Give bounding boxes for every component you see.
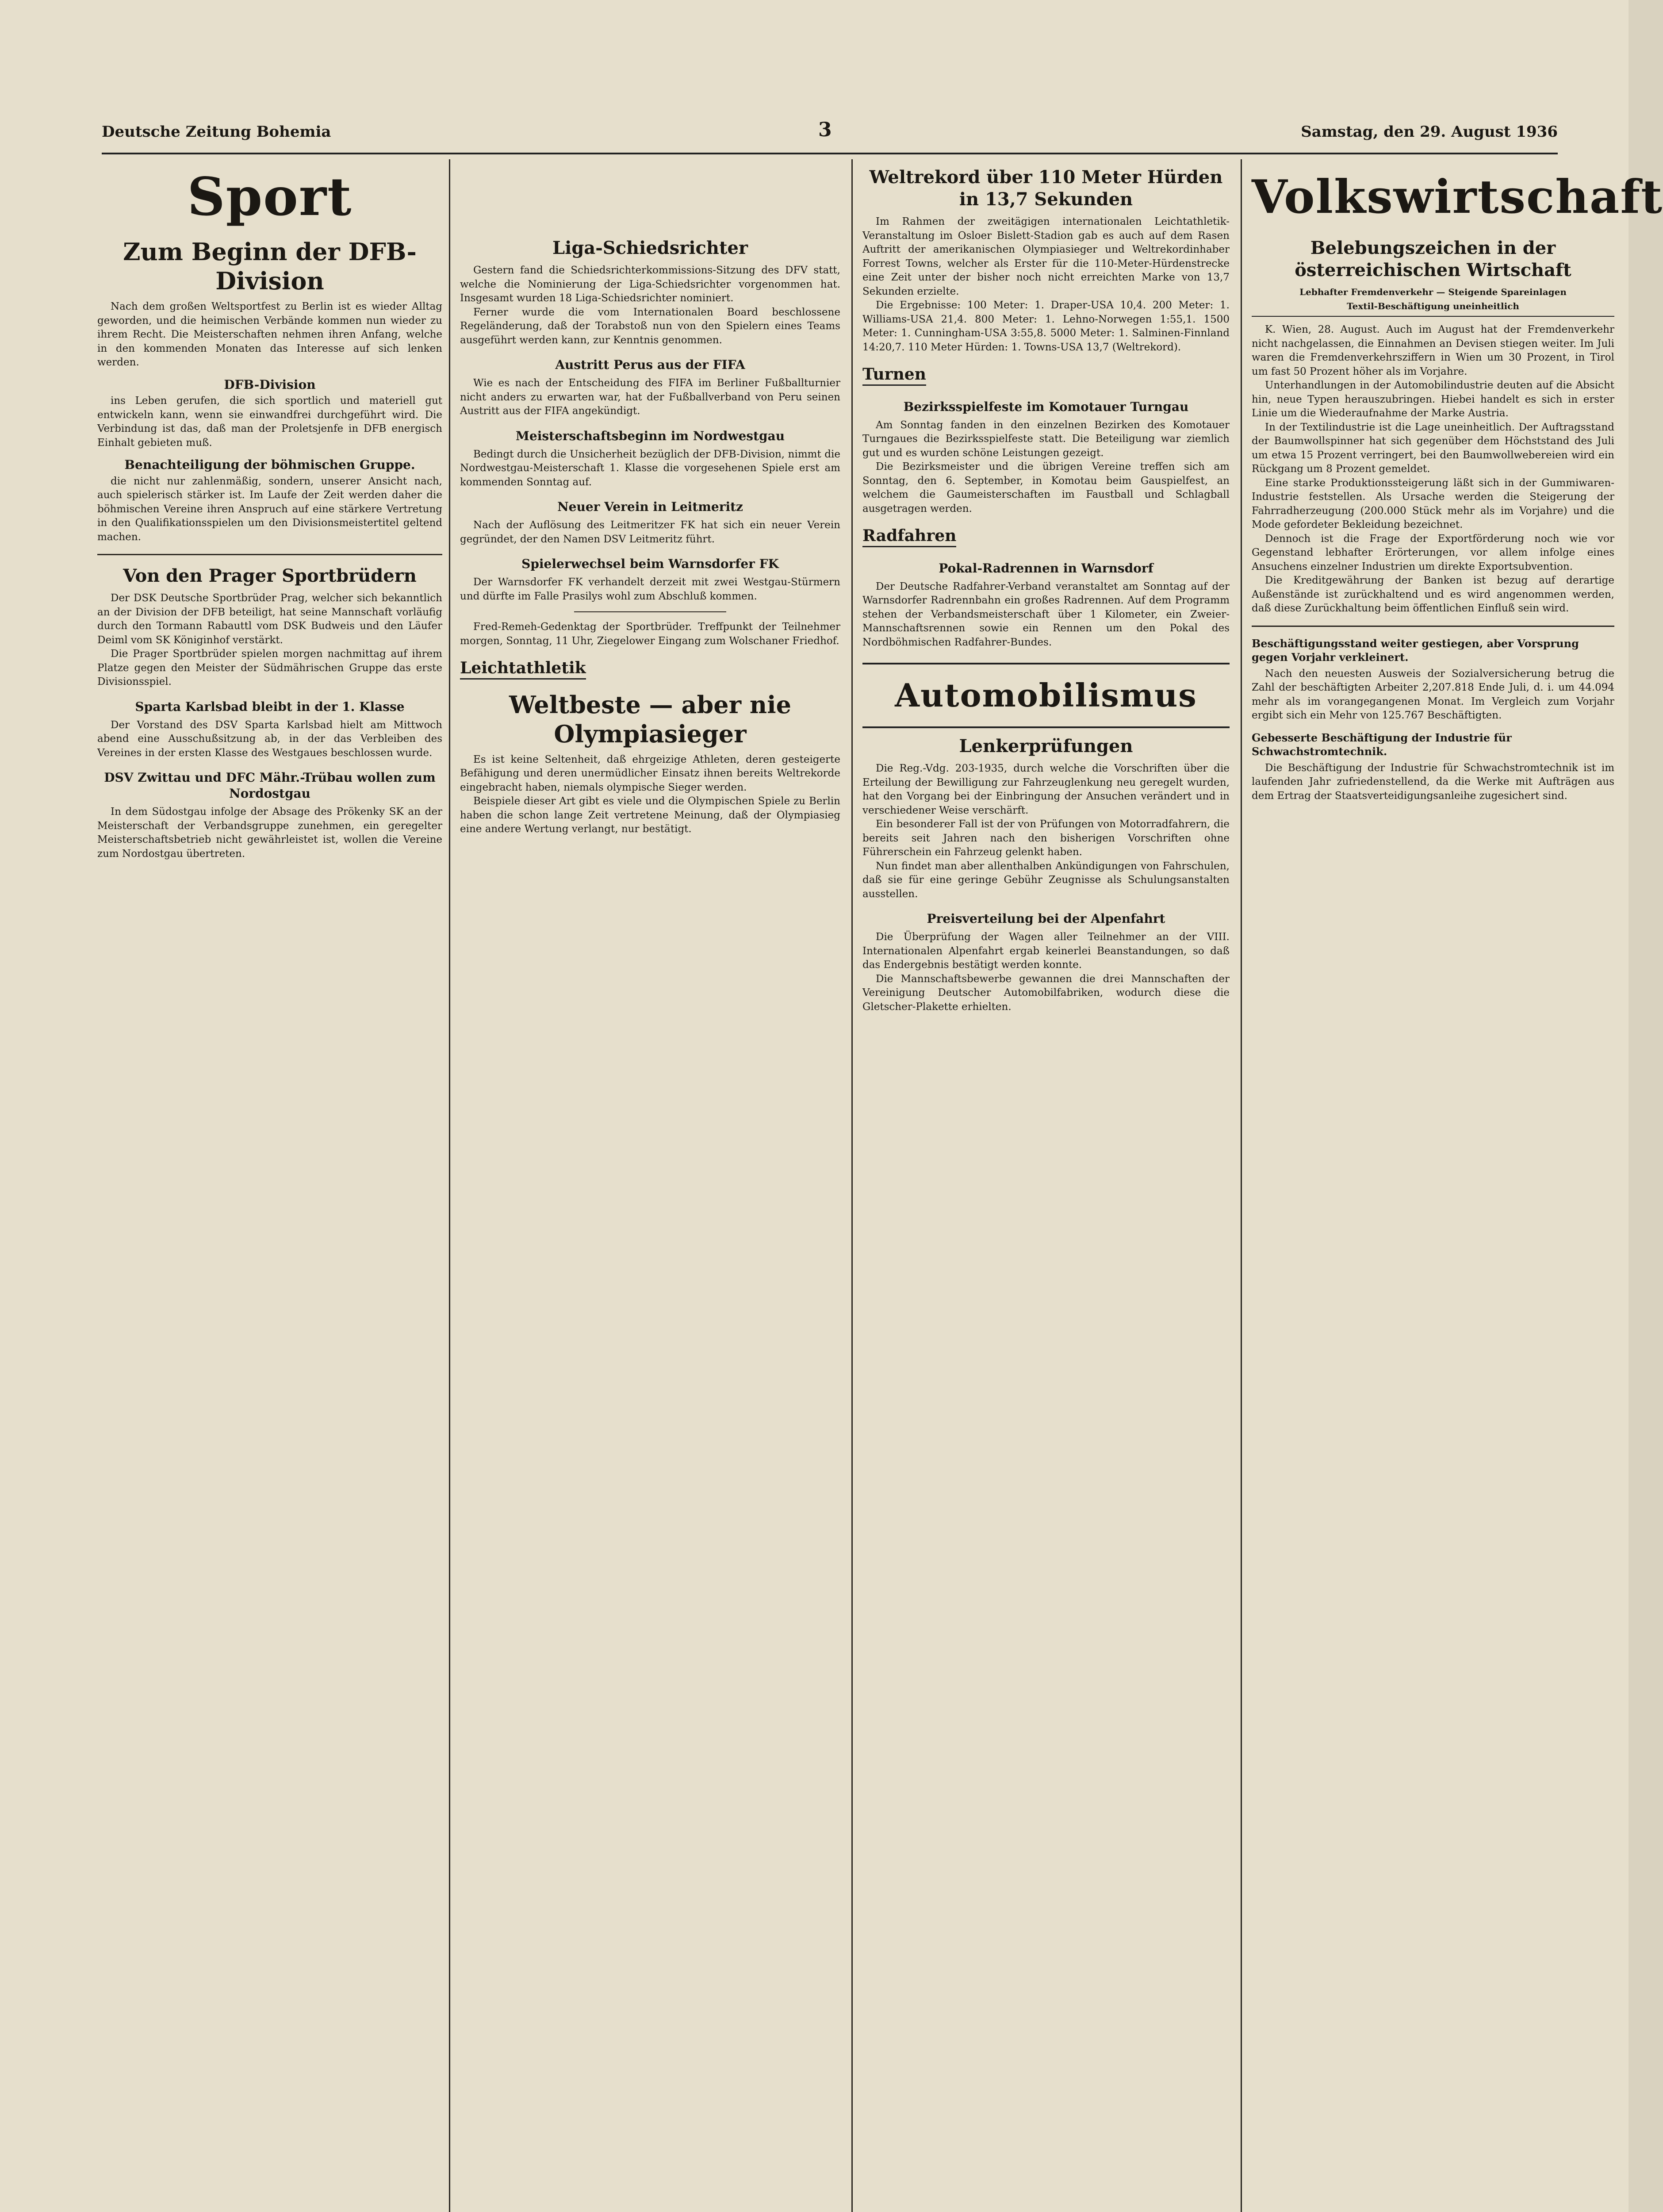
page-number: 3 xyxy=(818,119,832,141)
article-paragraph: Die Reg.-Vdg. 203-1935, durch welche die Vorschriften über die Erteilung der Bewilligung zur Fahrzeuglenkung neu geregelt wurden, hat den Vorgang bei der Einbringung der Ansuchen verändert und in verschiedener Weise verschärft. xyxy=(862,763,1230,816)
article-paragraph: Nun findet man aber allenthalben Ankündigungen von Fahrschulen, daß sie für eine geringe Gebühr Zeugnisse als Schulungsanstalten ausstellen. xyxy=(862,860,1230,900)
article-title: DSV Zwittau und DFC Mähr.-Trübau wollen zum Nordostgau xyxy=(104,770,436,801)
article-title: Lenkerprüfungen xyxy=(959,736,1133,757)
article-title: Weltbeste — aber nie Olympiasieger xyxy=(509,690,791,748)
article-subtitle: Textil-Beschäftigung uneinheitlich xyxy=(1252,300,1614,317)
article-title: Weltrekord über 110 Meter Hürden in 13,7 Sekunden xyxy=(869,167,1223,210)
article-divider xyxy=(1252,626,1614,627)
column-rule xyxy=(851,159,853,2212)
article-title: Zum Beginn der DFB-Division xyxy=(123,238,417,295)
article-divider xyxy=(97,554,442,555)
article-title: Meisterschaftsbeginn im Nordwestgau xyxy=(515,428,785,443)
article-paragraph: Bedingt durch die Unsicherheit bezüglich der DFB-Division, nimmt die Nordwestgau-Meisterschaft 1. Klasse die vorgesehenen Spiele erst am kommenden Sonntag auf. xyxy=(460,448,840,488)
masthead-name: Deutsche Zeitung Bohemia xyxy=(102,123,331,141)
article-title: Neuer Verein in Leitmeritz xyxy=(557,499,743,514)
section-title-turnen: Turnen xyxy=(862,368,926,386)
article-paragraph: Beispiele dieser Art gibt es viele und die Olympischen Spiele zu Berlin haben die schon lange Zeit vertretene Meinung, daß der Olympiasieg eine andere Wertung verlangt, nur bestätigt. xyxy=(460,795,840,835)
column-2 xyxy=(460,159,840,2212)
column-1 xyxy=(97,159,442,2212)
article-paragraph: Ein besonderer Fall ist der von Prüfungen von Motorradfahrern, die bereits seit Jahren nach den bisherigen Vorschriften ohne Führerschein ein Fahrzeug gelenkt haben. xyxy=(862,818,1230,858)
article-paragraph: Die Überprüfung der Wagen aller Teilnehmer an der VIII. Internationalen Alpenfahrt ergab keinerlei Beanstandungen, so daß das Endergebnis bestätigt werden konnte. xyxy=(862,931,1230,971)
issue-date: Samstag, den 29. August 1936 xyxy=(1301,123,1558,141)
top-rule xyxy=(102,153,1558,154)
article-paragraph: Gestern fand die Schiedsrichterkommissions-Sitzung des DFV statt, welche die Nominierung der Liga-Schiedsrichter vorgenommen hat. Insgesamt wurden 18 Liga-Schiedsrichter nominiert. xyxy=(460,265,840,304)
article-paragraph: Die Mannschaftsbewerbe gewannen die drei Mannschaften der Vereinigung Deutscher Automobilfabriken, wodurch diese die Gletscher-Plakette erhielten. xyxy=(862,973,1230,1013)
article-paragraph: ins Leben gerufen, die sich sportlich und materiell gut entwickeln kann, wenn sie einwandfrei durchgeführt wird. Die Verbindung ist das, daß man der Proletsjenfe in DFB energisch Einhalt gebieten muß. xyxy=(97,395,442,449)
article-paragraph: Am Sonntag fanden in den einzelnen Bezirken des Komotauer Turngaues die Bezirksspielfeste statt. Die Beteiligung war ziemlich gut und es wurden schöne Leistungen gezeigt. xyxy=(862,419,1230,459)
article-paragraph: Ferner wurde die vom Internationalen Board beschlossene Regeländerung, daß der Torabstoß nun von den Spielern eines Teams ausgeführt werden kann, zur Kenntnis genommen. xyxy=(460,306,840,346)
section-title-volkswirtschaft: Volkswirtschaft xyxy=(1252,169,1663,224)
article-paragraph: Eine starke Produktionssteigerung läßt sich in der Gummiwaren-Industrie feststellen. Als Ursache werden die Steigerung der Fahrradherzeugung (200.000 Stück mehr als im Vorjahre) und die Mode gefordeter Bekleidung bezeichnet. xyxy=(1252,477,1614,530)
article-title: Preisverteilung bei der Alpenfahrt xyxy=(927,911,1165,926)
article-paragraph: Nach der Auflösung des Leitmeritzer FK hat sich ein neuer Verein gegründet, der den Namen DSV Leitmeritz führt. xyxy=(460,519,840,545)
column-rule xyxy=(449,159,450,2212)
article-title: Sparta Karlsbad bleibt in der 1. Klasse xyxy=(135,699,405,714)
article-paragraph: Dennoch ist die Frage der Exportförderung noch wie vor Gegenstand lebhafter Erörterungen, vor allem infolge eines Ansuchens einzelner Industrien um direkte Exportsubvention. xyxy=(1252,533,1614,572)
section-title-sport: Sport xyxy=(187,166,353,227)
section-title-automobilismus: Automobilismus xyxy=(862,663,1230,728)
section-title-radfahren: Radfahren xyxy=(862,529,956,547)
article-paragraph: In der Textilindustrie ist die Lage uneinheitlich. Der Auftragsstand der Baumwollspinner hat sich gegenüber dem Höchststand des Juli um etwa 15 Prozent verringert, bei den Baumwollwebereien wird ein Rückgang um 8 Prozent gemeldet. xyxy=(1252,421,1614,475)
article-paragraph: Wie es nach der Entscheidung des FIFA im Berliner Fußballturnier nicht anders zu erwarten war, hat der Fußballverband von Peru seinen Austritt aus der FIFA angekündigt. xyxy=(460,377,840,417)
article-paragraph: Die Prager Sportbrüder spielen morgen nachmittag auf ihrem Platze gegen den Meister der Südmährischen Gruppe das erste Divisionsspiel. xyxy=(97,648,442,687)
article-paragraph: Die Bezirksmeister und die übrigen Vereine treffen sich am Sonntag, den 6. September, in Komotau beim Gauspielfest, an welchem die Gaumeisterschaften im Faustball und Schlagball ausgetragen werden. xyxy=(862,461,1230,515)
article-title: Belebungszeichen in der österreichischen Wirtschaft xyxy=(1295,238,1571,280)
column-3 xyxy=(862,159,1230,2212)
running-head xyxy=(102,119,1558,150)
article-subtitle: DFB-Division xyxy=(224,377,316,392)
article-title: Austritt Perus aus der FIFA xyxy=(555,357,745,372)
article-title: Gebesserte Beschäftigung der Industrie für Schwachstromtechnik. xyxy=(1252,731,1512,758)
article-paragraph: Nach dem großen Weltsportfest zu Berlin ist es wieder Alltag geworden, und die heimischen Verbände kommen nun wieder zu ihrem Recht. Die Meisterschaften nehmen ihren Anfang, welche in den kommenden Monaten das Interesse auf sich lenken werden. xyxy=(97,301,442,368)
article-paragraph: Es ist keine Seltenheit, daß ehrgeizige Athleten, deren gesteigerte Befähigung und deren unermüdlicher Einsatz ihnen bereits Weltrekorde eingebracht haben, niemals olympische Sieger werden. xyxy=(460,753,840,793)
column-rule xyxy=(1241,159,1242,2212)
column-4 xyxy=(1252,159,1663,2212)
article-paragraph: die nicht nur zahlenmäßig, sondern, unserer Ansicht nach, auch spielerisch stärker ist. Im Laufe der Zeit werden daher die böhmischen Vereine ihren Anspruch auf eine stärkere Vertretung in den Qualifikationsspielen um den Divisionsmeistertitel geltend machen. xyxy=(97,475,442,543)
article-paragraph: K. Wien, 28. August. Auch im August hat der Fremdenverkehr nicht nachgelassen, die Einnahmen an Devisen stiegen weiter. Im Juli waren die Fremdenverkehrsziffern in Wien um 30 Prozent, in Tirol um fast 50 Prozent höher als im Vorjahre. xyxy=(1252,324,1614,377)
article-paragraph: Nach den neuesten Ausweis der Sozialversicherung betrug die Zahl der beschäftigten Arbeiter 2,207.818 Ende Juli, d. i. um 44.094 mehr als im vorangegangenen Monat. Im Vergleich zum Vorjahr ergibt sich ein Mehr von 125.767 Beschäftigten. xyxy=(1252,668,1614,721)
article-paragraph: Fred-Remeh-Gedenktag der Sportbrüder. Treffpunkt der Teilnehmer morgen, Sonntag, 11 Uhr, Ziegelower Eingang zum Wolschaner Friedhof. xyxy=(460,621,840,647)
article-subtitle: Benachteiligung der böhmischen Gruppe. xyxy=(124,457,415,472)
article-title: Bezirksspielfeste im Komotauer Turngau xyxy=(903,399,1189,414)
article-paragraph: Im Rahmen der zweitägigen internationalen Leichtathletik-Veranstaltung im Osloer Bislett-Stadion gab es auch auf dem Rasen Auftritt der amerikanischen Olympiasieger und Weltrekordinhaber Forrest Towns, welcher als Erster für die 110-Meter-Hürdenstrecke eine Zeit unter der bisher noch nicht erreichten Marke von 13,7 Sekunden erzielte. xyxy=(862,216,1230,297)
article-subtitle: Lebhafter Fremdenverkehr — Steigende Spareinlagen xyxy=(1299,287,1567,297)
article-title: Beschäftigungsstand weiter gestiegen, aber Vorsprung gegen Vorjahr verkleinert. xyxy=(1252,637,1579,664)
article-title: Pokal-Radrennen in Warnsdorf xyxy=(939,561,1153,576)
article-paragraph: Der DSK Deutsche Sportbrüder Prag, welcher sich bekanntlich an der Division der DFB beteiligt, hat seine Mannschaft vorläufig durch den Tormann Rabauttl vom DSK Budweis und den Läufer Deiml vom SK Königinhof verstärkt. xyxy=(97,592,442,646)
article-title: Spielerwechsel beim Warnsdorfer FK xyxy=(521,557,779,571)
article-paragraph: Der Vorstand des DSV Sparta Karlsbad hielt am Mittwoch abend eine Ausschußsitzung ab, in der das Verbleiben des Vereines in der ersten Klasse des Westgaues beschlossen wurde. xyxy=(97,719,442,759)
article-paragraph: In dem Südostgau infolge der Absage des Prökenky SK an der Meisterschaft der Verbandsgruppe zunehmen, ein geregelter Meisterschaftsbetrieb nicht gewährleistet ist, wollen die Vereine zum Nordostgau übertreten. xyxy=(97,806,442,860)
article-title: Liga-Schiedsrichter xyxy=(552,238,748,258)
article-paragraph: Der Deutsche Radfahrer-Verband veranstaltet am Sonntag auf der Warnsdorfer Radrennbahn ein großes Radrennen. Auf dem Programm stehen der Verbandsmeisterschaft über 1 Kilometer, ein Zweier-Mannschaftsrennen sowie ein Rennen um den Pokal des Nordböhmischen Radfahrer-Bundes. xyxy=(862,580,1230,648)
article-paragraph: Die Beschäftigung der Industrie für Schwachstromtechnik ist im laufenden Jahr zufriedenstellend, da die Werke mit Aufträgen aus dem Ertrag der Staatsverteidigungsanleihe zugesichert sind. xyxy=(1252,762,1614,802)
article-title: Von den Prager Sportbrüdern xyxy=(123,565,417,586)
article-divider xyxy=(574,611,726,612)
section-title-leichtathletik: Leichtathletik xyxy=(460,661,586,680)
article-paragraph: Die Kreditgewährung der Banken ist bezug auf derartige Außenstände ist zurückhaltend und es wird angenommen werden, daß diese Zurückhaltung beim öffentlichen Einfluß sein wird. xyxy=(1252,575,1614,614)
article-paragraph: Die Ergebnisse: 100 Meter: 1. Draper-USA 10,4. 200 Meter: 1. Williams-USA 21,4. 800 Meter: 1. Lehno-Norwegen 1:55,1. 1500 Meter: 1. Cunningham-USA 3:55,8. 5000 Meter: 1. Salminen-Finnland 14:20,7. 110 Meter Hürden: 1. Towns-USA 13,7 (Weltrekord). xyxy=(862,300,1230,353)
article-paragraph: Der Warnsdorfer FK verhandelt derzeit mit zwei Westgau-Stürmern und dürfte im Falle Prasilys wohl zum Abschluß kommen. xyxy=(460,576,840,602)
article-paragraph: Unterhandlungen in der Automobilindustrie deuten auf die Absicht hin, neue Typen herauszubringen. Hiebei handelt es sich in erster Linie um die Wiederaufnahme der Marke Austria. xyxy=(1252,380,1614,419)
